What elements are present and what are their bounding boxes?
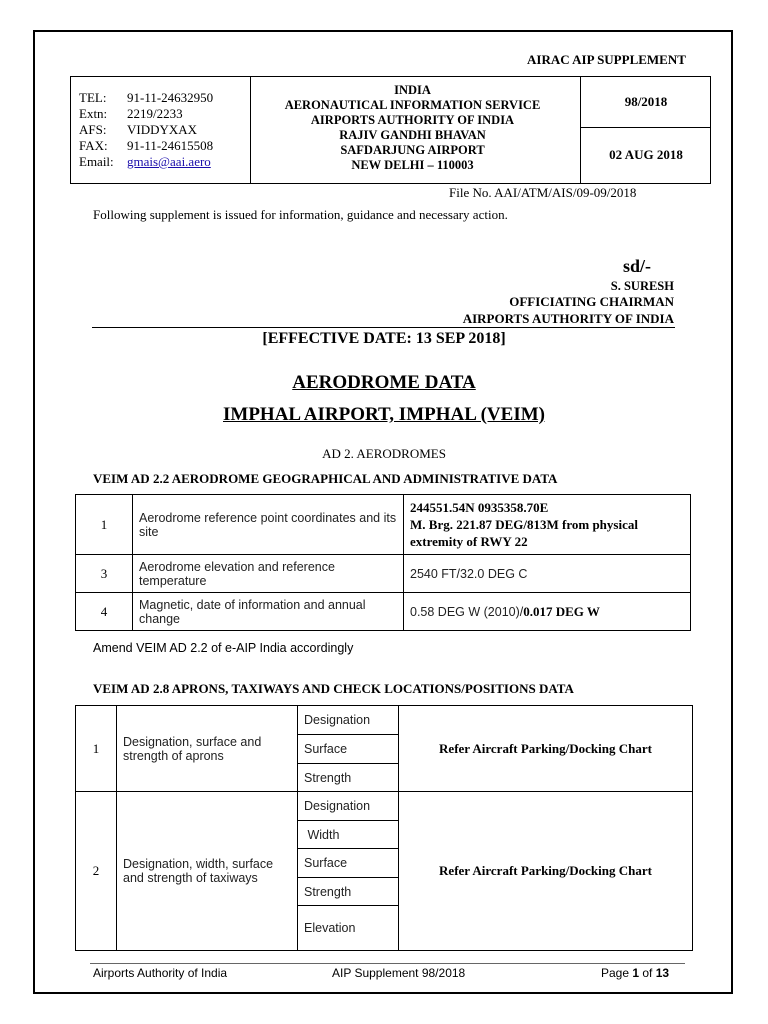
- intro-text: Following supplement is issued for information, guidance and necessary action.: [93, 207, 508, 222]
- header-box: [70, 76, 711, 184]
- table-row: Width: [76, 821, 693, 849]
- header-divider: [580, 127, 710, 128]
- supplement-title: AIRAC AIP SUPPLEMENT: [527, 52, 686, 67]
- signatory-title: OFFICIATING CHAIRMAN: [509, 294, 674, 309]
- document-title: AERODROME DATA: [292, 372, 476, 393]
- contact-email: Email: gmais@aai.aero: [79, 154, 211, 169]
- page-indicator: Page 1 of 13: [601, 966, 670, 980]
- footer-left: Airports Authority of India: [93, 966, 228, 980]
- contact-afs: AFS: VIDDYXAX: [79, 122, 198, 137]
- table-row: Surface: [76, 735, 693, 764]
- table-row: Strength: [76, 878, 693, 906]
- section-heading-ad28: VEIM AD 2.8 APRONS, TAXIWAYS AND CHECK LOCATIONS/POSITIONS DATA: [93, 681, 574, 696]
- table-row: 1 Designation, surface and strength of aprons Designation Refer Aircraft Parking/Docking Chart: [76, 706, 693, 735]
- amend-note: Amend VEIM AD 2.2 of e-AIP India accordingly: [93, 641, 354, 655]
- table-row: Elevation: [76, 906, 693, 951]
- table-row: 3 Aerodrome elevation and reference temperature 2540 FT/32.0 DEG C: [76, 555, 691, 593]
- supplement-number: 98/2018: [624, 94, 668, 109]
- geo-admin-table: [75, 494, 691, 631]
- footer-rule: [90, 963, 685, 964]
- table-row: Strength: [76, 764, 693, 792]
- file-number: File No. AAI/ATM/AIS/09-09/2018: [449, 185, 637, 200]
- effective-date: [EFFECTIVE DATE: 13 SEP 2018]: [262, 330, 506, 347]
- signatory-name: S. SURESH: [610, 279, 674, 293]
- contact-tel: TEL: 91-11-24632950: [79, 90, 214, 105]
- aprons-taxiways-table: [75, 705, 693, 951]
- signatory-org: AIRPORTS AUTHORITY OF INDIA: [462, 311, 674, 326]
- divider-line: [92, 327, 675, 328]
- table-row: 2 Designation, width, surface and strength of taxiways Designation Refer Aircraft Parking/Docking Chart: [76, 792, 693, 821]
- header-divider: [580, 77, 581, 183]
- table-row: 4 Magnetic, date of information and annual change 0.58 DEG W (2010)/0.017 DEG W: [76, 593, 691, 631]
- email-link[interactable]: gmais@aai.aero: [127, 154, 211, 169]
- table-row: Surface: [76, 849, 693, 878]
- contact-extn: Extn: 2219/2233: [79, 106, 183, 121]
- section-label: AD 2. AERODROMES: [322, 446, 446, 461]
- table-row: 1 Aerodrome reference point coordinates and its site 244551.54N 0935358.70E M. Brg. 221.87 DEG/813M from physical extremity of RWY 22: [76, 495, 691, 555]
- contact-fax: FAX: 91-11-24615508: [79, 138, 214, 153]
- aerodrome-title: IMPHAL AIRPORT, IMPHAL (VEIM): [223, 404, 545, 425]
- footer-center: AIP Supplement 98/2018: [332, 966, 466, 980]
- signature-sd: sd/-: [623, 256, 652, 276]
- supplement-date: 02 AUG 2018: [609, 147, 683, 162]
- issuing-authority: INDIA AERONAUTICAL INFORMATION SERVICE AIRPORTS AUTHORITY OF INDIA RAJIV GANDHI BHAVAN SAFDARJUNG AIRPORT NEW DELHI – 110003: [284, 83, 541, 172]
- section-heading-ad22: VEIM AD 2.2 AERODROME GEOGRAPHICAL AND ADMINISTRATIVE DATA: [93, 471, 558, 486]
